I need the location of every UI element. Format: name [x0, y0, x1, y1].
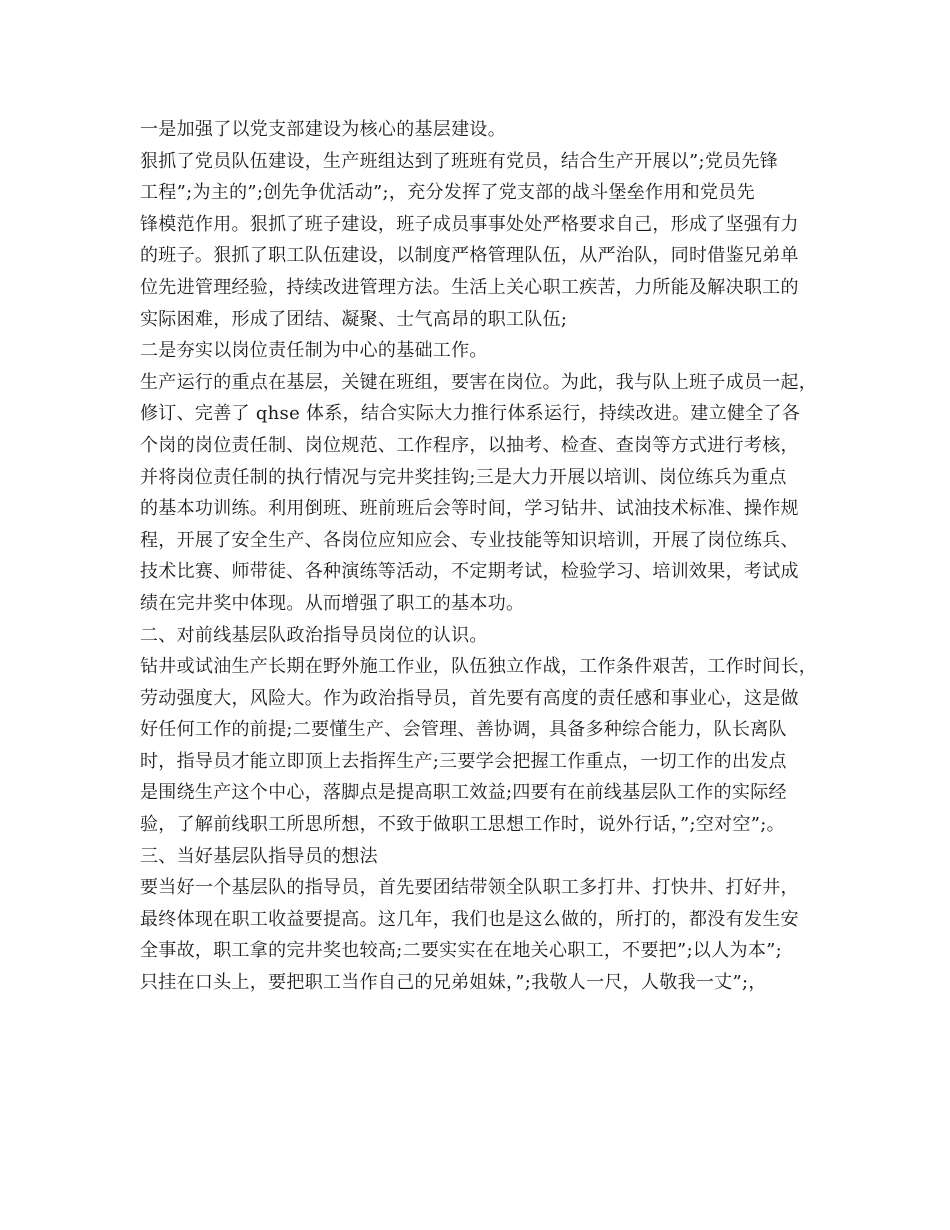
text-line: 劳动强度大，风险大。作为政治指导员，首先要有高度的责任感和事业心，这是做 — [140, 687, 799, 709]
text-line: 好任何工作的前提;二要懂生产、会管理、善协调，具备多种综合能力，队长离队 — [140, 719, 787, 741]
text-line: 二是夯实以岗位责任制为中心的基础工作。 — [140, 340, 488, 362]
document-body — [140, 114, 830, 999]
text-line: 只挂在口头上，要把职工当作自己的兄弟姐妹，”;我敬人一尺，人敬我一丈”;， — [140, 972, 767, 994]
text-line: 二、对前线基层队政治指导员岗位的认识。 — [140, 624, 488, 646]
text-line: 的班子。狠抓了职工队伍建设，以制度严格管理队伍，从严治队，同时借鉴兄弟单 — [140, 245, 799, 267]
text-line: 是围绕生产这个中心，落脚点是提高职工效益;四要有在前线基层队工作的实际经 — [140, 782, 787, 804]
text-line: 验，了解前线职工所思所想，不致于做职工思想工作时，说外行话，”;空对空”;。 — [140, 814, 785, 836]
text-line: 狠抓了党员队伍建设，生产班组达到了班班有党员，结合生产开展以”;党员先锋 — [140, 150, 779, 172]
text-line: 个岗的岗位责任制、岗位规范、工作程序，以抽考、检查、查岗等方式进行考核， — [140, 434, 799, 456]
text-line: 生产运行的重点在基层，关键在班组，要害在岗位。为此，我与队上班子成员一起， — [140, 371, 818, 393]
text-line: 并将岗位责任制的执行情况与完井奖挂钩;三是大力开展以培训、岗位练兵为重点 — [140, 466, 787, 488]
text-line: 技术比赛、师带徒、各种演练等活动，不定期考试，检验学习、培训效果，考试成 — [140, 561, 799, 583]
text-line: 位先进管理经验，持续改进管理方法。生活上关心职工疾苦，力所能及解决职工的 — [140, 276, 799, 298]
text-line: 三、当好基层队指导员的想法 — [140, 845, 378, 867]
text-line: 实际困难，形成了团结、凝聚、士气高昂的职工队伍; — [140, 308, 568, 330]
text-line: 一是加强了以党支部建设为核心的基层建设。 — [140, 119, 506, 140]
text-line: 全事故，职工拿的完井奖也较高;二要实实在在地关心职工，不要把”;以人为本”; — [140, 940, 782, 962]
text-line: 时，指导员才能立即顶上去指挥生产;三要学会把握工作重点，一切工作的出发点 — [140, 750, 787, 772]
text-line: 要当好一个基层队的指导员，首先要团结带领全队职工多打井、打快井、打好井， — [140, 877, 799, 899]
text-line: 程，开展了安全生产、各岗位应知应会、专业技能等知识培训，开展了岗位练兵、 — [140, 529, 799, 551]
text-line: 修订、完善了 qhse 体系，结合实际大力推行体系运行，持续改进。建立健全了各 — [140, 403, 801, 425]
text-line: 工程”;为主的”;创先争优活动”;，充分发挥了党支部的战斗堡垒作用和党员先 — [140, 182, 755, 204]
text-line: 最终体现在职工收益要提高。这几年，我们也是这么做的，所打的，都没有发生安 — [140, 908, 799, 930]
text-line: 绩在完井奖中体现。从而增强了职工的基本功。 — [140, 592, 525, 614]
text-line: 锋模范作用。狠抓了班子建设，班子成员事事处处严格要求自己，形成了坚强有力 — [140, 213, 799, 235]
text-line: 钻井或试油生产长期在野外施工作业，队伍独立作战，工作条件艰苦，工作时间长， — [140, 656, 818, 678]
text-line: 的基本功训练。利用倒班、班前班后会等时间，学习钻井、试油技术标准、操作规 — [140, 498, 799, 520]
